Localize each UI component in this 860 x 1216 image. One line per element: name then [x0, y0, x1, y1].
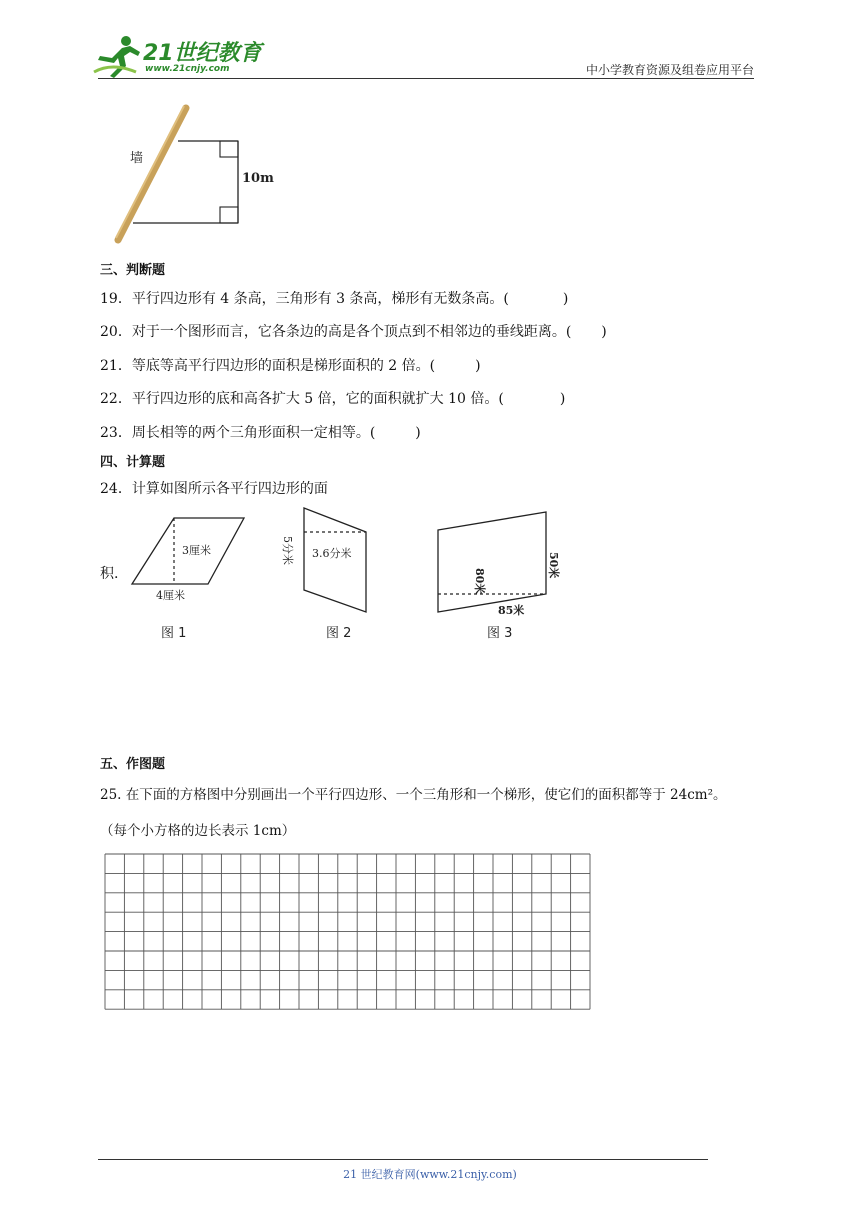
- question-22-text: 22．平行四边形的底和高各扩大 5 倍，它的面积就扩大 10 倍。(: [100, 391, 504, 407]
- fig3-base-label: 85米: [498, 604, 525, 617]
- header-divider: [98, 78, 754, 79]
- question-22-close: ): [559, 391, 566, 407]
- height-label: 10m: [242, 171, 274, 186]
- figure-2-parallelogram: [278, 502, 374, 620]
- question-19-text: 19．平行四边形有 4 条高，三角形有 3 条高，梯形有无数条高。(: [100, 291, 509, 307]
- logo-text: 21世纪教育: [143, 41, 262, 66]
- figure-1-parallelogram: [126, 510, 256, 610]
- section-4-title: 四、计算题: [100, 455, 166, 470]
- question-23-close: ): [415, 425, 421, 441]
- section-3-title: 三、判断题: [100, 263, 166, 278]
- question-21: [100, 355, 481, 375]
- drawing-grid[interactable]: [104, 853, 594, 1011]
- question-25-note: （每个小方格的边长表示 1cm）: [100, 823, 296, 839]
- question-23-text: 23．周长相等的两个三角形面积一定相等。(: [100, 425, 376, 441]
- question-20-text: 20．对于一个图形而言，它各条边的高是各个顶点到不相邻边的垂线距离。(: [100, 324, 572, 340]
- question-21-close: ): [475, 358, 481, 374]
- footer-divider: [98, 1159, 708, 1160]
- question-22: [100, 388, 565, 408]
- fig3-height-label: 80米: [473, 568, 486, 595]
- question-20: [100, 321, 607, 341]
- runner-logo-icon: [92, 32, 144, 80]
- fig3-side-label: 50米: [547, 552, 560, 579]
- fig2-side-label: 5分米: [281, 536, 294, 565]
- footer-text: 21 世纪教育网(www.21cnjy.com): [343, 1168, 517, 1181]
- question-24: 24．计算如图所示各平行四边形的面: [100, 481, 328, 497]
- wall-bar: [116, 106, 186, 240]
- figure-3-caption: 图 3: [487, 626, 513, 641]
- question-25: 25. 在下面的方格图中分别画出一个平行四边形、一个三角形和一个梯形，使它们的面积都等于 24cm²。: [100, 787, 727, 803]
- question-19-close: ): [562, 291, 569, 307]
- right-angle-mark: [220, 141, 238, 157]
- question-24-continued: 积.: [100, 566, 119, 582]
- wall-label: 墙: [130, 151, 144, 166]
- right-angle-mark: [220, 207, 238, 223]
- question-20-close: ): [601, 324, 607, 340]
- question-23: [100, 422, 421, 442]
- platform-title: 中小学教育资源及组卷应用平台: [585, 63, 754, 77]
- section-5-title: 五、作图题: [100, 757, 166, 772]
- figure-1-caption: 图 1: [161, 626, 187, 641]
- figure-3-parallelogram: [432, 506, 572, 620]
- fig2-height-label: 3.6分米: [312, 547, 352, 560]
- logo-url: www.21cnjy.com: [145, 64, 230, 74]
- question-21-text: 21．等底等高平行四边形的面积是梯形面积的 2 倍。(: [100, 358, 436, 374]
- question-19: [100, 288, 568, 308]
- fig1-height-label: 3厘米: [182, 544, 211, 557]
- fig1-base-label: 4厘米: [156, 589, 185, 602]
- figure-2-caption: 图 2: [326, 626, 352, 641]
- wall-figure: [100, 98, 290, 248]
